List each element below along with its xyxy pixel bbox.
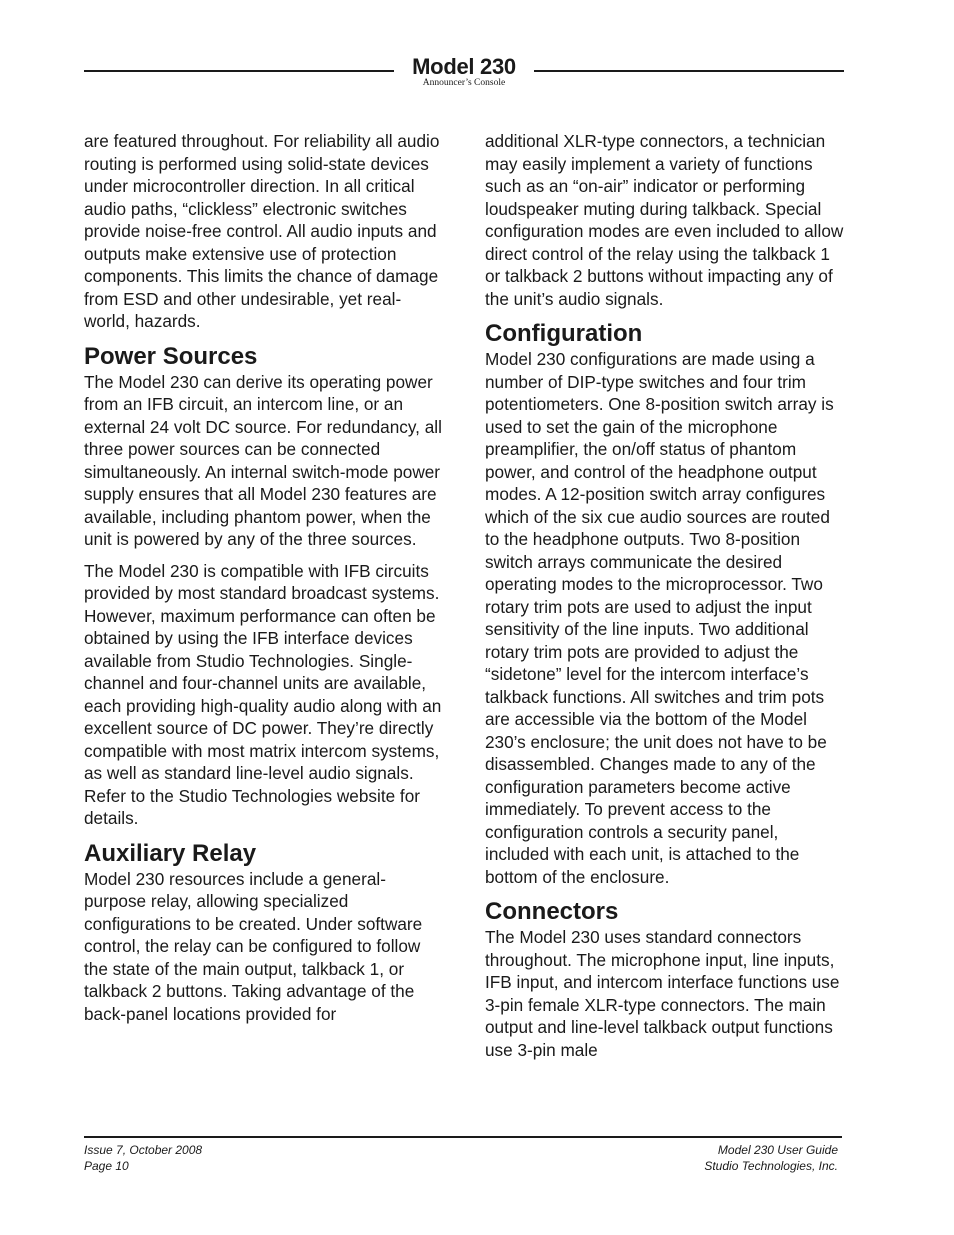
intro-paragraph: are featured throughout. For reliability all audio routing is performed using solid-state devices under microcontroller direction. In all critical audio paths, “clickless” electronic switches provide noise-free control. All audio inputs and outputs make extensive use of protection components. This limits the chance of damage from ESD and other undesirable, yet real-world, hazards. <box>84 131 440 331</box>
right-column <box>485 130 847 1070</box>
footer-company: Studio Technologies, Inc. <box>704 1158 838 1173</box>
power-sources-heading: Power Sources <box>84 342 258 370</box>
configuration-heading: Configuration <box>485 320 643 347</box>
connectors-heading: Connectors <box>485 898 619 925</box>
footer-guide-title: Model 230 User Guide <box>717 1143 838 1157</box>
left-column <box>84 130 446 1034</box>
relay-continued-paragraph: additional XLR-type connectors, a technician may easily implement a variety of functions such as an “on-air” indicator or performing loudspeaker muting during talkback. Special configuration modes are even included to allow direct control of the relay using the talkback 1 or talkback 2 buttons without impacting any of the unit’s audio signals. <box>485 131 844 309</box>
header-title: Model 230 <box>412 54 516 79</box>
connectors-paragraph: The Model 230 uses standard connectors throughout. The microphone input, line inputs, IFB input, and intercom interface functions use 3-pin female XLR-type connectors. The main output and line-level talkback output functions use 3-pin male <box>485 927 840 1060</box>
configuration-paragraph: Model 230 configurations are made using a number of DIP-type switches and four trim potentiometers. One 8-position switch array is used to set the gain of the microphone preamplifier, the on/off status of phantom power, and control of the headphone output modes. A 12-position switch array configures which of the six cue audio sources are routed to the headphone outputs. Two 8-position switch arrays communicate the desired operating modes to the microprocessor. Two rotary trim pots are used to adjust the input sensitivity of the line inputs. Two additional rotary trim pots are provided to adjust the “sidetone” level for the intercom interface’s talkback functions. All switches and trim pots are accessible via the bottom of the Model 230’s enclosure; the unit does not have to be disassembled. Changes made to any of the configuration parameters become active immediately. To prevent access to the configuration controls a security panel, included with each unit, is attached to the bottom of the enclosure. <box>485 349 834 887</box>
power-sources-paragraph-2: The Model 230 is compatible with IFB circuits provided by most standard broadcast systems. However, maximum performance can often be obtained by using the IFB interface devices available from Studio Technologies. Single-channel and four-channel units are available, each providing high-quality audio along with an excellent source of DC power. They’re directly compatible with most matrix intercom systems, as well as standard line-level audio signals. Refer to the Studio Technologies website for details. <box>84 560 442 828</box>
auxiliary-relay-paragraph: Model 230 resources include a general-purpose relay, allowing specialized configurations to be created. Under software control, the relay can be configured to follow the state of the main output, talkback 1, or talkback 2 buttons. Taking advantage of the back-panel locations provided for <box>84 868 423 1024</box>
footer-page-number: Page 10 <box>84 1158 129 1173</box>
header-rule-left <box>84 70 394 72</box>
footer-left <box>84 1143 202 1174</box>
header-rule-right <box>534 70 844 72</box>
header-logo <box>402 56 526 88</box>
auxiliary-relay-heading: Auxiliary Relay <box>84 839 257 867</box>
footer-issue: Issue 7, October 2008 <box>84 1143 203 1157</box>
footer-rule <box>84 1136 842 1138</box>
power-sources-paragraph-1: The Model 230 can derive its operating power from an IFB circuit, an intercom line, or an external 24 volt DC source. For redundancy, all three power sources can be connected simultaneously. An internal switch-mode power supply ensures that all Model 230 features are available, including phantom power, when the unit is powered by any of the three sources. <box>84 371 442 549</box>
footer-right <box>704 1143 838 1174</box>
header-subtitle: Announcer’s Console <box>422 78 506 88</box>
